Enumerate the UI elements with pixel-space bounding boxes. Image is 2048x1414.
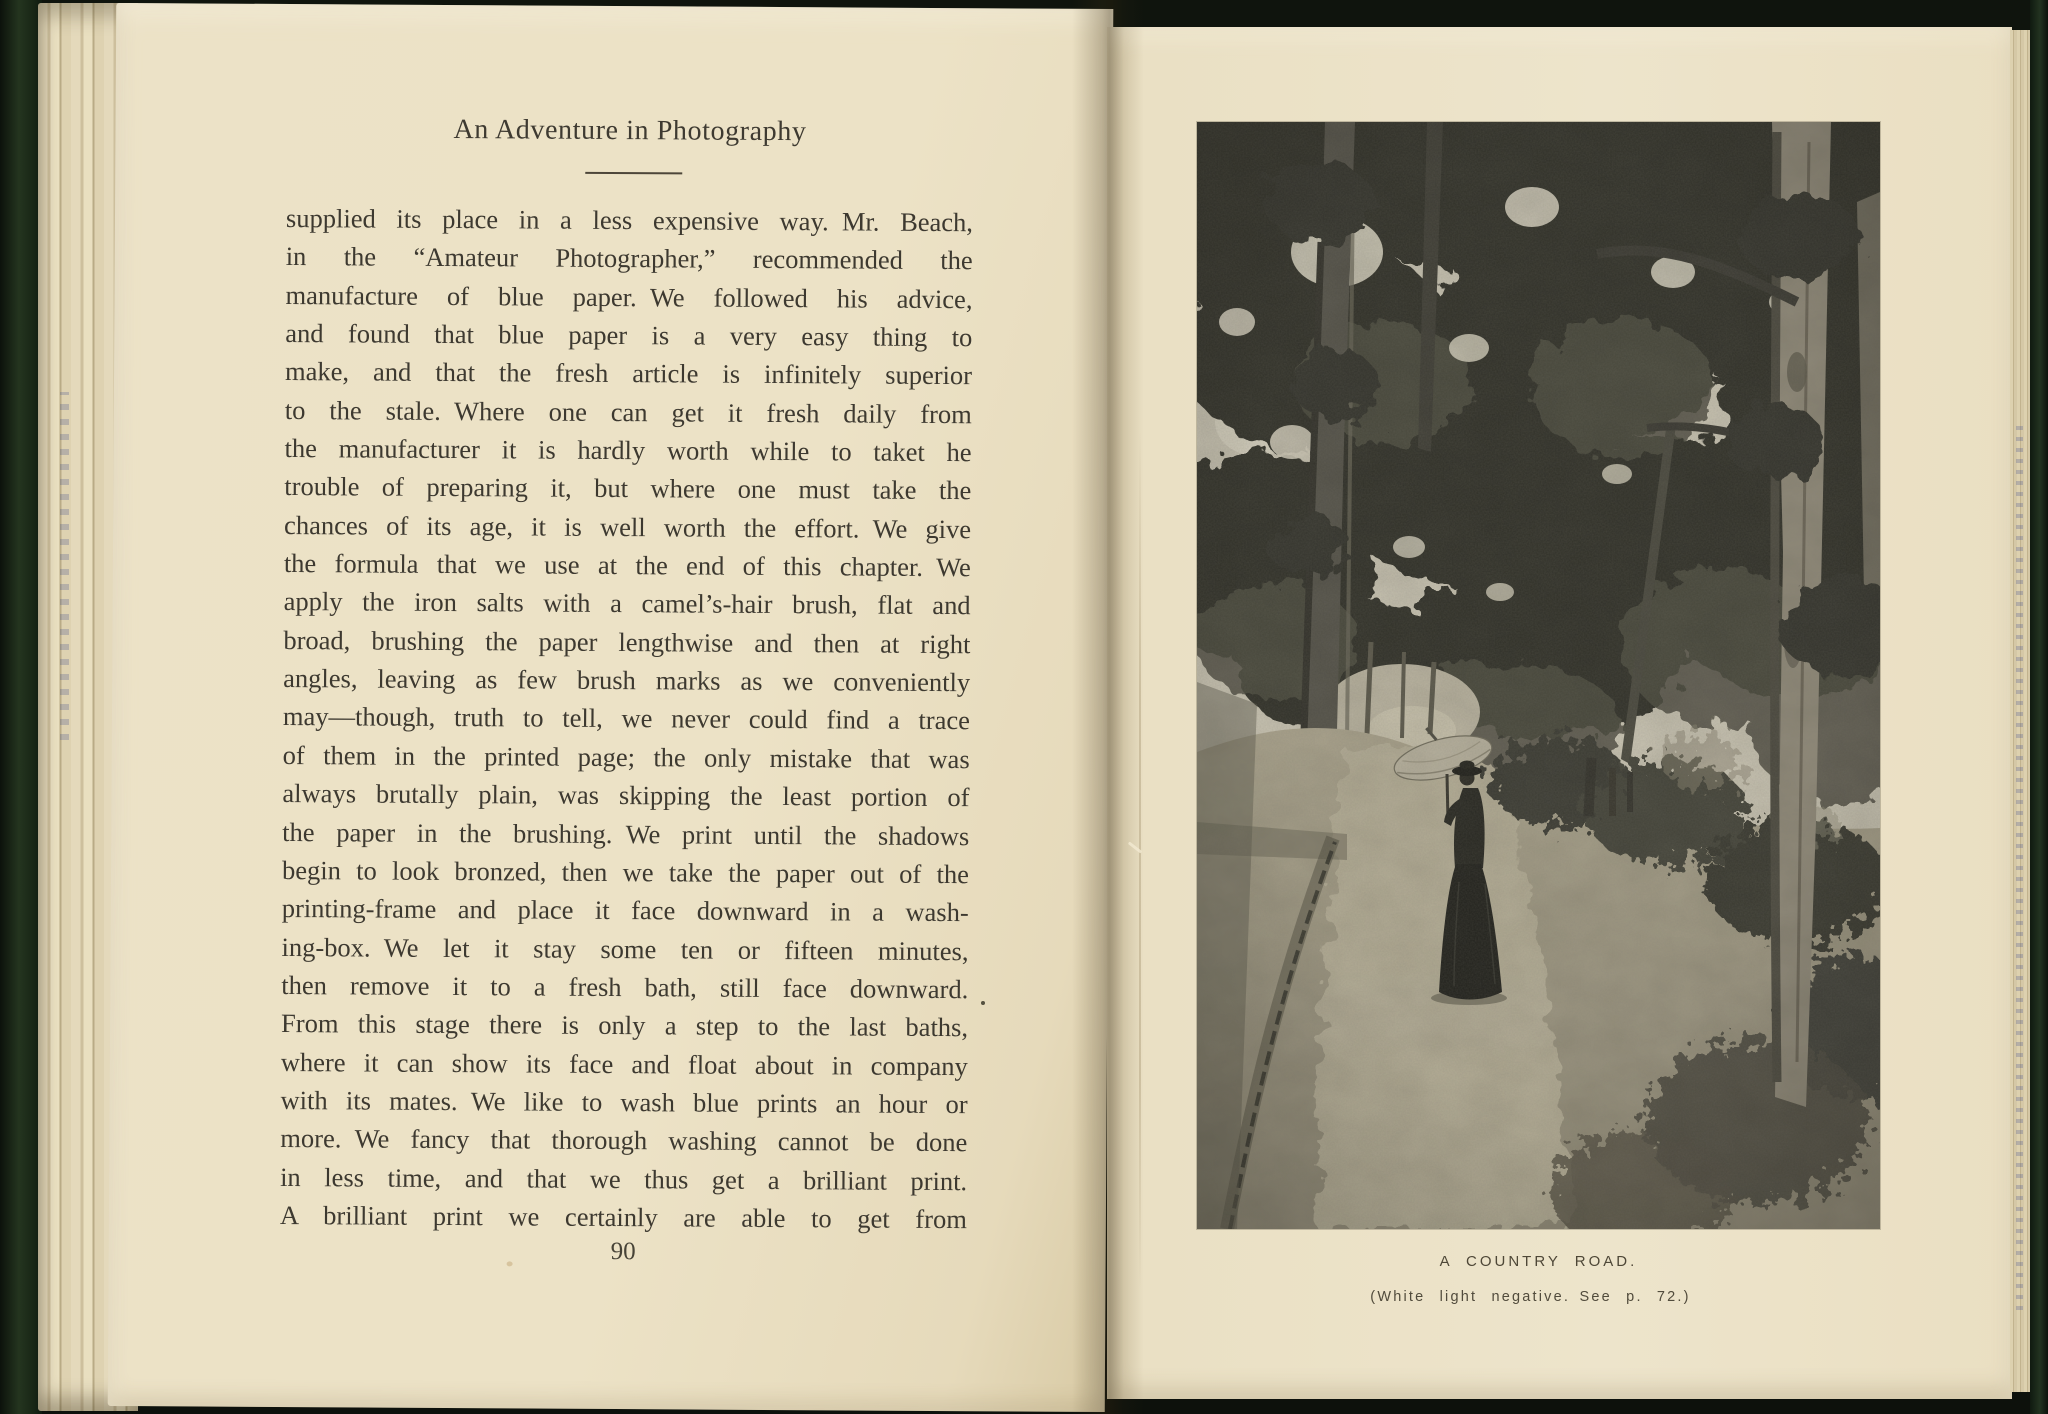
body-text-line: ing-box. We let it stay some ten or fifteen minutes,: [281, 931, 969, 966]
plate-caption-note: (White light negative. See p. 72.): [1370, 1289, 1691, 1305]
ink-speck: [981, 1001, 985, 1005]
plate-caption: A COUNTRY ROAD.: [1439, 1253, 1638, 1270]
body-text-line: the paper in the brushing. We print until the shadows: [282, 816, 970, 851]
body-text-line: then remove it to a fresh bath, still face downward.: [281, 969, 969, 1005]
page-number: 90: [610, 1238, 636, 1266]
vignette: [1197, 122, 1880, 1229]
body-text-line: manufacture of blue paper. We followed his advice,: [285, 279, 973, 314]
body-text-line: of them in the printed page; the only mistake that was: [282, 739, 970, 775]
body-text-line: begin to look bronzed, then we take the paper out of the: [281, 854, 970, 890]
body-text-line: may—though, truth to tell, we never could find a trace: [282, 701, 971, 736]
body-text-line: where it can show its face and float about in company: [280, 1046, 968, 1081]
page-crease: [1139, 430, 1141, 1290]
body-text-line: broad, brushing the paper lengthwise and then at right: [283, 624, 971, 659]
body-text-line: chances of its age, it is well worth the effort. We give: [284, 509, 972, 544]
ink-print-through-right: [2016, 420, 2023, 1310]
foxing-spot: [507, 1261, 513, 1266]
country-road-photo-art: [1197, 122, 1880, 1229]
body-text-line: From this stage there is only a step to the last baths,: [280, 1008, 969, 1043]
body-text-line: in less time, and that we thus get a brilliant print.: [280, 1161, 968, 1196]
body-text-line: always brutally plain, was skipping the least portion of: [282, 778, 970, 813]
body-text-line: trouble of preparing it, but where one must take the: [284, 471, 972, 506]
body-text-line: apply the iron salts with a camel’s-hair brush, flat and: [283, 586, 971, 621]
book-cover-right-edge: [2030, 0, 2048, 1414]
body-text-line: make, and that the fresh article is infinitely superior: [284, 356, 973, 391]
body-text-line: more. We fancy that thorough washing cannot be done: [280, 1123, 968, 1158]
body-text-line: to the stale. Where one can get it fresh daily from: [284, 394, 972, 429]
body-text-line: the formula that we use at the end of this chapter. We: [283, 548, 971, 583]
left-page: [108, 3, 1114, 1412]
body-text-line: angles, leaving as few brush marks as we conveniently: [283, 663, 971, 698]
ink-print-through-left: [60, 392, 69, 740]
country-road-photograph: [1197, 122, 1880, 1229]
header-rule: [585, 172, 682, 175]
body-text-line: A brilliant print we certainly are able to get from: [279, 1199, 967, 1235]
body-text-block: [280, 199, 973, 1238]
body-text-line: supplied its place in a less expensive way. Mr. Beach,: [285, 203, 974, 238]
body-text-line: the manufacturer it is hardly worth while to taket he: [284, 433, 972, 468]
book-cover-left-edge: [0, 0, 42, 1414]
body-text-line: with its mates. We like to wash blue prints an hour or: [280, 1084, 968, 1120]
body-text-line: and found that blue paper is a very easy thing to: [285, 318, 973, 353]
body-text-line: printing-frame and place it face downward in a wash-: [281, 893, 969, 928]
running-head: An Adventure in Photography: [453, 114, 807, 148]
body-text-line: in the “Amateur Photographer,” recommended the: [285, 241, 973, 276]
